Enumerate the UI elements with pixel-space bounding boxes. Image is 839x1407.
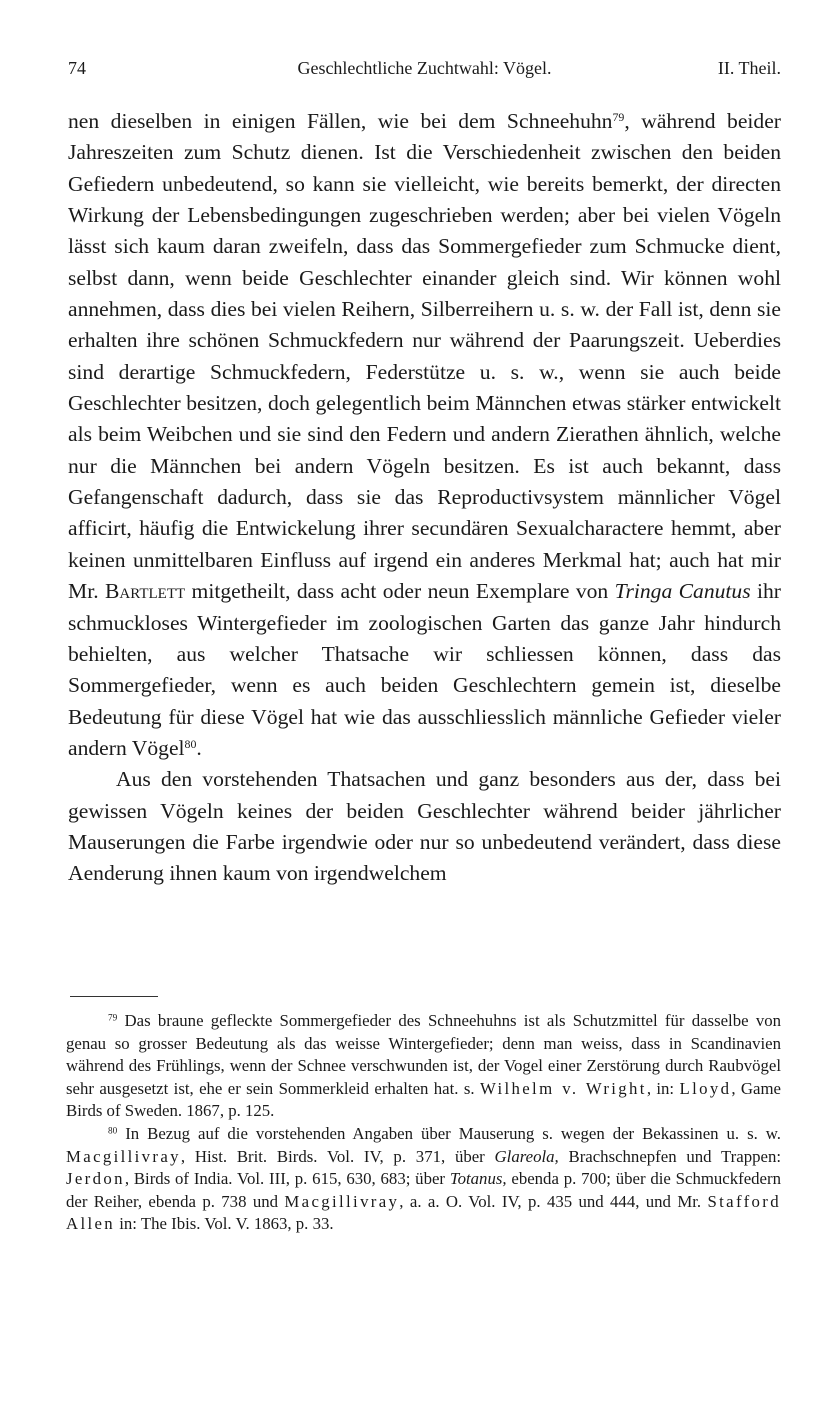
running-header [68, 58, 781, 88]
author-name: Wilhelm v. Wright [479, 1078, 647, 1098]
species-name: Tringa Canutus [614, 579, 751, 604]
main-text [68, 106, 781, 890]
footnote-number: 79 [108, 1012, 118, 1023]
author-name: Lloyd [679, 1078, 732, 1098]
page-number: 74 [68, 58, 86, 78]
footnote-ref: 80 [184, 736, 197, 751]
paragraph: Aus den vorstehenden Thatsachen und ganz besonders aus der, dass bei gewissen Vögeln keines der beiden Geschlechter während beider jährlicher Mauserungen die Farbe irgendwie oder nur so unbedeutend verändert, dass diese Aenderung ihnen kaum von irgendwelchem [68, 767, 781, 886]
genus-name: Glareola, [494, 1146, 559, 1166]
genus-name: Totanus, [449, 1169, 507, 1189]
footnote-rule [70, 996, 158, 997]
paragraph: nen dieselben in einigen Fällen, wie bei dem Schneehuhn$^{79}$, während beider Jahreszeiten zum Schutz dienen. Ist die Verschiedenheit zwischen den beiden Gefiedern unbedeutend, so kann sie vielleicht, wie bereits bemerkt, der directen Wirkung der Lebensbedingungen zugeschrieben werden; aber bei vielen Vögeln lässt sich kaum daran zweifeln, dass das Sommergefieder zum Schmucke dient, selbst dann, wenn beide Geschlechter einander gleich sind. Wir können wohl annehmen, dass dies bei vielen Reihern, Silberreihern u. s. w. der Fall ist, denn sie erhalten ihre schönen Schmuckfedern nur während der Paarungszeit. Ueberdies sind derartige Schmuckfedern, Federstütze u. s. w., wenn sie auch beide Geschlechter besitzen, doch gelegentlich beim Männchen etwas stärker entwickelt als beim Weibchen und sie sind den Federn und andern Zierathen ähnlich, welche nur die Männchen bei andern Vögeln besitzen. Es ist auch bekannt, dass Gefangenschaft dadurch, dass sie das Reproductivsystem männlicher Vögel afficirt, häufig die Entwickelung ihrer secundären Sexualcharactere hemmt, aber keinen unmittelbaren Einfluss auf irgend ein anderes Merkmal hat; auch hat mir Mr. Bartlett mitgetheilt, dass acht oder neun Exemplare von Tringa Canutus ihr schmuckloses Wintergefieder im zoologischen Garten das ganze Jahr hindurch behielten, aus welcher Thatsache wir schliessen können, dass das Sommergefieder, wenn es auch beiden Geschlechtern gemein ist, dieselbe Bedeutung für diese Vögel hat wie das ausschliesslich männliche Gefieder vieler andern Vögel$^{80}$. [68, 109, 781, 760]
author-name: Jerdon [66, 1169, 125, 1189]
running-title: Geschlechtliche Zuchtwahl: Vögel. [297, 58, 552, 78]
author-name: Stafford Allen [66, 1191, 781, 1234]
author-name: Macgillivray [284, 1191, 400, 1211]
footnote-79: $^{79}$ Das braune gefleckte Sommergefieder des Schneehuhns ist als Schutzmittel für dasselbe von genau so grosser Bedeutung als das weisse Wintergefieder; denn man weiss, dass in Scandinavien während des Frühlings, wenn der Schnee verschwunden ist, der Vogel einer Zerstörung durch Raubvögel sehr ausgesetzt ist, ehe er sein Sommerkleid erhalten hat. s. Wilhelm v. Wright, in: Lloyd, Game Birds of Sweden. 1867, p. 125. [66, 1011, 781, 1121]
footnote-ref: 79 [612, 109, 625, 124]
footnotes [66, 1010, 781, 1236]
part-label: II. Theil. [717, 58, 781, 78]
footnote-number: 80 [108, 1125, 118, 1136]
footnote-80: $^{80}$ In Bezug auf die vorstehenden Angaben über Mauserung s. wegen der Bekassinen u. s. w. Macgillivray, Hist. Brit. Birds. Vol. IV, p. 371, über Glareola, Brachschnepfen und Trappen: Jerdon, Birds of India. Vol. III, p. 615, 630, 683; über Totanus, ebenda p. 700; über die Schmuckfedern der Reiher, ebenda p. 738 und Macgillivray, a. a. O. Vol. IV, p. 435 und 444, und Mr. Stafford Allen in: The Ibis. Vol. V. 1863, p. 33. [66, 1123, 781, 1234]
author-name: Macgillivray [66, 1146, 181, 1166]
person-name: Bartlett [105, 579, 186, 604]
